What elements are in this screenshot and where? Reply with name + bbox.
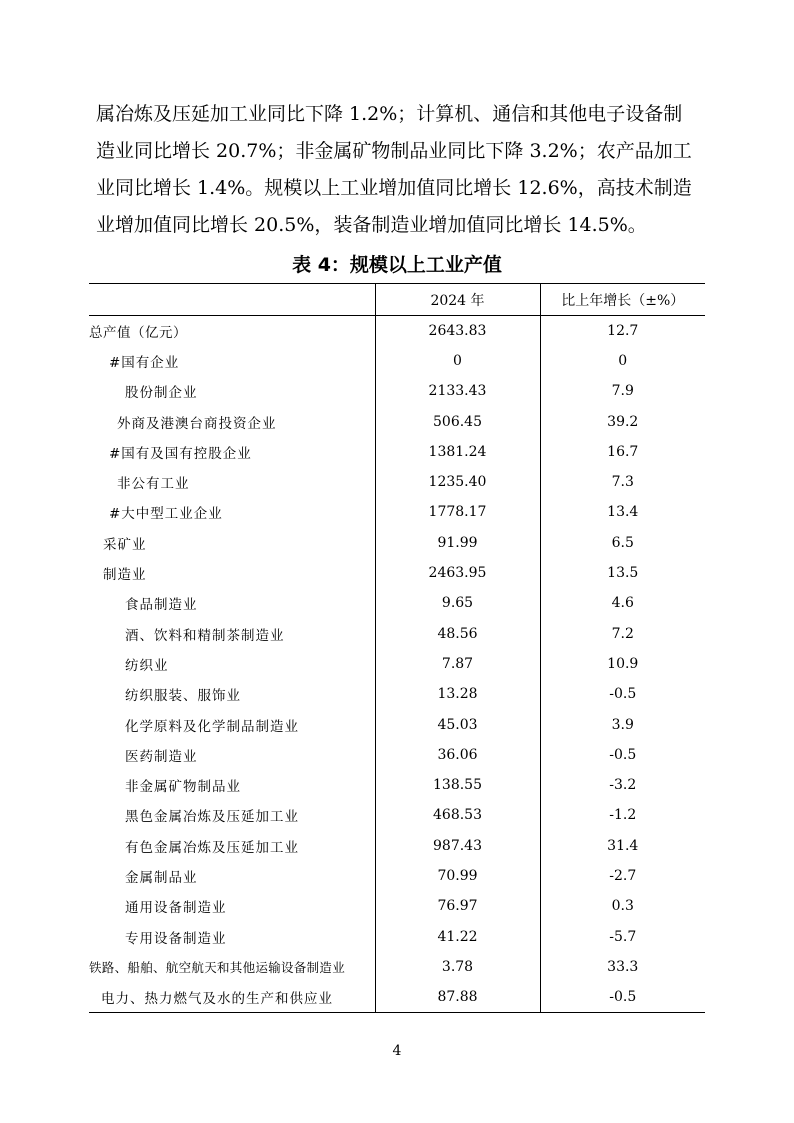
row-value: 1381.24 bbox=[375, 437, 540, 467]
paragraph-line: 业同比增长 1.4%。规模以上工业增加值同比增长 12.6%，高技术制造 bbox=[96, 177, 692, 199]
row-value: 138.55 bbox=[375, 770, 540, 800]
table-row bbox=[89, 618, 705, 648]
row-value: 506.45 bbox=[375, 406, 540, 436]
row-growth: -1.2 bbox=[540, 800, 705, 830]
table-row bbox=[89, 800, 705, 830]
row-growth: 7.9 bbox=[540, 376, 705, 406]
row-label: 专用设备制造业 bbox=[125, 930, 227, 947]
table-row bbox=[89, 982, 705, 1012]
row-label: #国有企业 bbox=[109, 354, 180, 371]
row-growth: 7.2 bbox=[540, 618, 705, 648]
table-row bbox=[89, 861, 705, 891]
row-value: 987.43 bbox=[375, 831, 540, 861]
row-growth: 39.2 bbox=[540, 406, 705, 436]
table-header-row bbox=[89, 284, 705, 316]
row-label: 电力、热力燃气及水的生产和供应业 bbox=[89, 982, 375, 1012]
table-row bbox=[89, 709, 705, 739]
row-label: 医药制造业 bbox=[125, 748, 198, 765]
row-value: 48.56 bbox=[375, 618, 540, 648]
row-value: 70.99 bbox=[375, 861, 540, 891]
row-growth: 4.6 bbox=[540, 588, 705, 618]
row-growth: 33.3 bbox=[540, 952, 705, 982]
row-label: 铁路、船舶、航空航天和其他运输设备制造业 bbox=[89, 959, 346, 975]
paragraph-line: 业增加值同比增长 20.5%，装备制造业增加值同比增长 14.5%。 bbox=[96, 214, 647, 236]
header-blank bbox=[89, 284, 375, 316]
page-number: 4 bbox=[392, 1043, 402, 1059]
table-row bbox=[89, 316, 705, 346]
table-row bbox=[89, 649, 705, 679]
row-label: 非公有工业 bbox=[117, 476, 190, 493]
row-growth: 3.9 bbox=[540, 709, 705, 739]
row-value: 0 bbox=[375, 346, 540, 376]
row-label: 制造业 bbox=[103, 567, 147, 584]
row-growth: -2.7 bbox=[540, 861, 705, 891]
row-label: #国有及国有控股企业 bbox=[109, 445, 252, 462]
paragraph-line: 属冶炼及压延加工业同比下降 1.2%；计算机、通信和其他电子设备制 bbox=[96, 103, 683, 125]
table-row bbox=[89, 588, 705, 618]
row-growth: 31.4 bbox=[540, 831, 705, 861]
row-value: 91.99 bbox=[375, 528, 540, 558]
table-row bbox=[89, 831, 705, 861]
row-growth: -0.5 bbox=[540, 982, 705, 1012]
row-label: 黑色金属冶炼及压延加工业 bbox=[125, 809, 299, 826]
row-value: 36.06 bbox=[375, 740, 540, 770]
table-row bbox=[89, 679, 705, 709]
row-value: 87.88 bbox=[375, 982, 540, 1012]
table-row bbox=[89, 467, 705, 497]
table-row bbox=[89, 740, 705, 770]
table-row bbox=[89, 376, 705, 406]
row-growth: 12.7 bbox=[540, 316, 705, 346]
row-label: 食品制造业 bbox=[125, 597, 198, 614]
row-value: 2643.83 bbox=[375, 316, 540, 346]
paragraph-line: 造业同比增长 20.7%；非金属矿物制品业同比下降 3.2%；农产品加工 bbox=[96, 140, 692, 162]
row-growth: -0.5 bbox=[540, 679, 705, 709]
row-growth: 10.9 bbox=[540, 649, 705, 679]
row-value: 1235.40 bbox=[375, 467, 540, 497]
row-value: 468.53 bbox=[375, 800, 540, 830]
row-growth: -0.5 bbox=[540, 740, 705, 770]
table-row bbox=[89, 437, 705, 467]
table-row bbox=[89, 891, 705, 921]
row-growth: 13.5 bbox=[540, 558, 705, 588]
table-caption: 表 4：规模以上工业产值 bbox=[292, 254, 502, 276]
table-row bbox=[89, 921, 705, 951]
row-value: 3.78 bbox=[375, 952, 540, 982]
table-row bbox=[89, 558, 705, 588]
industrial-output-table bbox=[89, 283, 705, 1013]
row-growth: 16.7 bbox=[540, 437, 705, 467]
row-label: 纺织业 bbox=[125, 657, 169, 674]
row-growth: 0 bbox=[540, 346, 705, 376]
row-growth: 13.4 bbox=[540, 497, 705, 527]
table-row bbox=[89, 406, 705, 436]
row-growth: -5.7 bbox=[540, 921, 705, 951]
row-label: 外商及港澳台商投资企业 bbox=[117, 415, 277, 432]
row-label: 股份制企业 bbox=[125, 385, 198, 402]
row-value: 76.97 bbox=[375, 891, 540, 921]
row-label: 化学原料及化学制品制造业 bbox=[125, 718, 299, 735]
table-row bbox=[89, 770, 705, 800]
row-growth: 7.3 bbox=[540, 467, 705, 497]
row-value: 13.28 bbox=[375, 679, 540, 709]
row-value: 41.22 bbox=[375, 921, 540, 951]
row-value: 9.65 bbox=[375, 588, 540, 618]
row-value: 45.03 bbox=[375, 709, 540, 739]
row-label: 有色金属冶炼及压延加工业 bbox=[125, 839, 299, 856]
row-value: 7.87 bbox=[375, 649, 540, 679]
row-value: 2463.95 bbox=[375, 558, 540, 588]
table-row bbox=[89, 952, 705, 982]
table-row bbox=[89, 528, 705, 558]
table-row bbox=[89, 346, 705, 376]
body-paragraph bbox=[96, 96, 716, 244]
row-label: 总产值（亿元） bbox=[89, 324, 187, 341]
row-growth: 0.3 bbox=[540, 891, 705, 921]
row-growth: 6.5 bbox=[540, 528, 705, 558]
row-label: 酒、饮料和精制茶制造业 bbox=[125, 627, 285, 644]
row-label: 非金属矿物制品业 bbox=[125, 779, 241, 796]
row-label: 金属制品业 bbox=[125, 869, 198, 886]
row-label: 通用设备制造业 bbox=[125, 900, 227, 917]
row-label: 采矿业 bbox=[103, 536, 147, 553]
header-growth: 比上年增长（±%） bbox=[540, 284, 705, 316]
header-year: 2024 年 bbox=[375, 284, 540, 316]
row-value: 2133.43 bbox=[375, 376, 540, 406]
row-label: 纺织服装、服饰业 bbox=[125, 688, 241, 705]
row-growth: -3.2 bbox=[540, 770, 705, 800]
table-row bbox=[89, 497, 705, 527]
row-label: #大中型工业企业 bbox=[109, 506, 223, 523]
row-value: 1778.17 bbox=[375, 497, 540, 527]
